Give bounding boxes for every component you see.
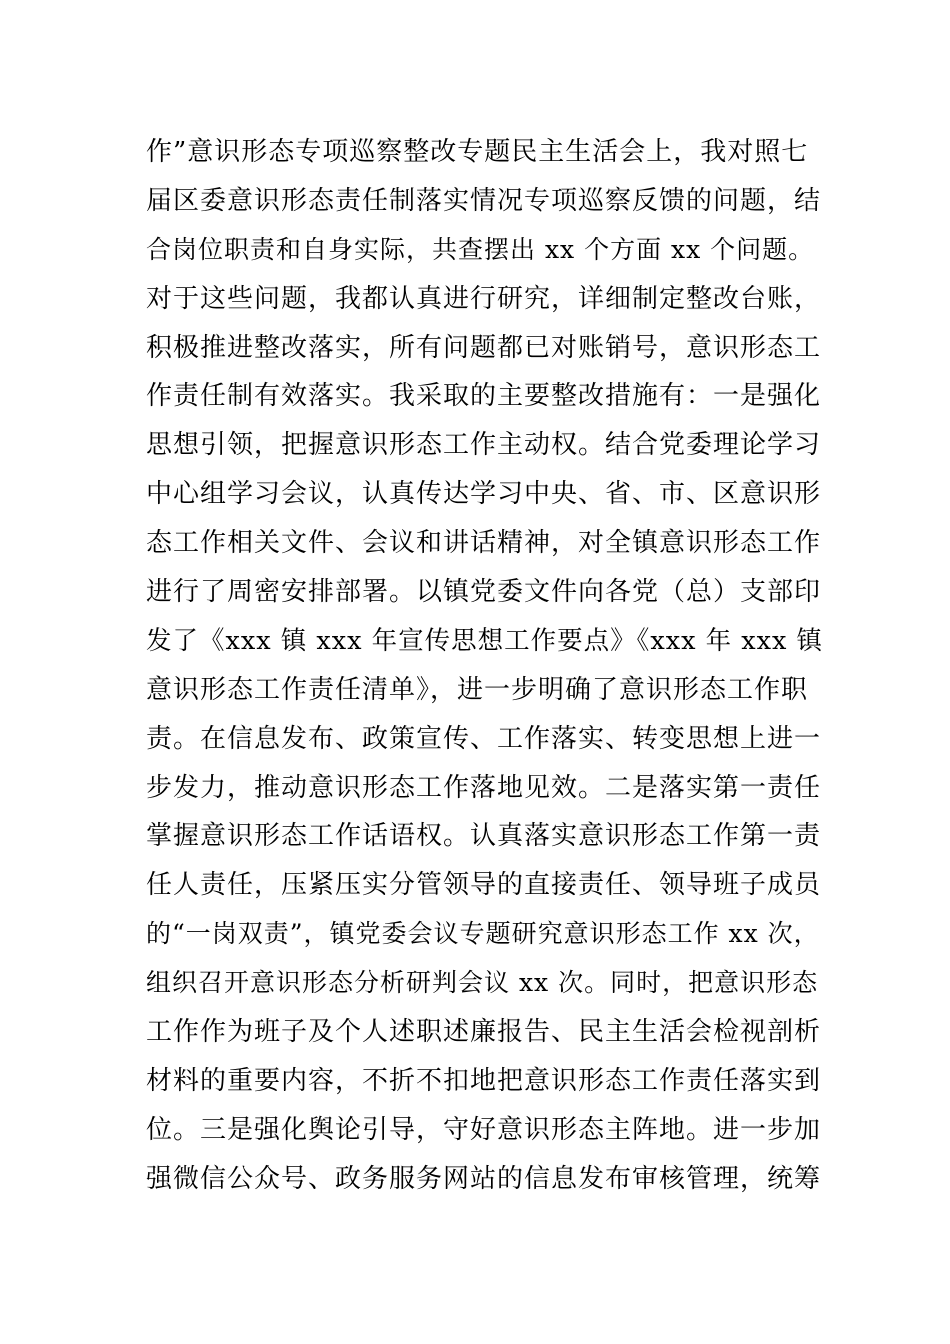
- text-line: 责。在信息发布、政策宣传、工作落实、转变思想上进一: [146, 723, 822, 754]
- text-line: 任人责任，压紧压实分管领导的直接责任、领导班子成员: [146, 870, 822, 901]
- text-line: 意识形态工作责任清单》，进一步明确了意识形态工作职: [146, 674, 809, 705]
- text-line: 组织召开意识形态分析研判会议 xx 次。同时，把意识形态: [146, 968, 819, 998]
- text-line: 积极推进整改落实，所有问题都已对账销号，意识形态工: [146, 332, 822, 363]
- text-line: 强微信公众号、政务服务网站的信息发布审核管理，统筹: [146, 1163, 822, 1194]
- text-line: 的“一岗双责”，镇党委会议专题研究意识形态工作 xx 次，: [146, 919, 820, 949]
- text-line: 掌握意识形态工作话语权。认真落实意识形态工作第一责: [146, 821, 822, 852]
- text-line: 合岗位职责和自身实际，共查摆出 xx 个方面 xx 个问题。: [146, 234, 815, 264]
- text-line: 作责任制有效落实。我采取的主要整改措施有：一是强化: [146, 381, 822, 412]
- text-line: 对于这些问题，我都认真进行研究，详细制定整改台账，: [146, 283, 822, 314]
- text-line: 中心组学习会议，认真传达学习中央、省、市、区意识形: [146, 479, 822, 510]
- text-line: 进行了周密安排部署。以镇党委文件向各党（总）支部印: [146, 577, 822, 608]
- text-line: 届区委意识形态责任制落实情况专项巡察反馈的问题，结: [146, 185, 822, 216]
- text-line: 步发力，推动意识形态工作落地见效。二是落实第一责任: [146, 772, 822, 803]
- text-line: 作”意识形态专项巡察整改专题民主生活会上，我对照七: [146, 137, 809, 167]
- text-line: 位。三是强化舆论引导，守好意识形态主阵地。进一步加: [146, 1114, 822, 1145]
- text-line: 发了《xxx 镇 xxx 年宣传思想工作要点》《xxx 年 xxx 镇: [146, 625, 823, 656]
- body-text: [146, 128, 826, 1204]
- text-line: 态工作相关文件、会议和讲话精神，对全镇意识形态工作: [146, 528, 822, 559]
- text-line: 工作作为班子及个人述职述廉报告、民主生活会检视剖析: [146, 1017, 822, 1048]
- text-line: 材料的重要内容，不折不扣地把意识形态工作责任落实到: [146, 1065, 822, 1096]
- text-line: 思想引领，把握意识形态工作主动权。结合党委理论学习: [146, 430, 822, 461]
